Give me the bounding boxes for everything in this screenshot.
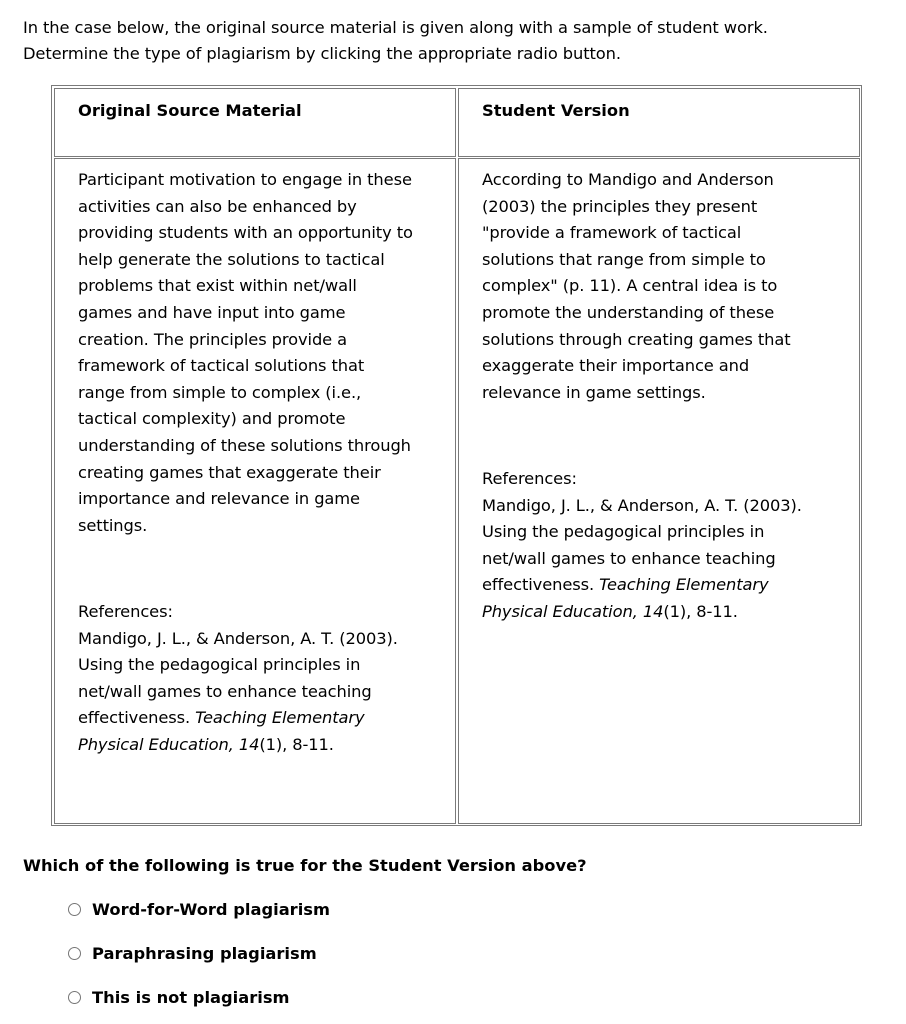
original-text-cell bbox=[54, 158, 456, 824]
student-references bbox=[482, 466, 854, 626]
radio-button[interactable] bbox=[68, 947, 81, 960]
comparison-table bbox=[51, 85, 862, 826]
instructions-line-1: In the case below, the original source material is given along with a sample of student work. bbox=[23, 18, 768, 37]
option-label[interactable]: This is not plagiarism bbox=[92, 987, 290, 1007]
reference-line: net/wall games to enhance teaching bbox=[78, 681, 372, 701]
journal-title: Physical Education, 14 bbox=[78, 734, 260, 754]
original-line: activities can also be enhanced by bbox=[78, 196, 357, 216]
option-word-for-word[interactable] bbox=[68, 897, 330, 921]
student-line: (2003) the principles they present bbox=[482, 196, 758, 216]
journal-title: Teaching Elementary bbox=[599, 575, 769, 595]
student-line: promote the understanding of these bbox=[482, 302, 775, 322]
reference-line bbox=[78, 705, 450, 732]
original-line: tactical complexity) and promote bbox=[78, 409, 346, 429]
option-label[interactable]: Word-for-Word plagiarism bbox=[92, 899, 330, 919]
student-line: complex" (p. 11). A central idea is to bbox=[482, 276, 778, 296]
original-header-cell bbox=[54, 88, 456, 157]
question-text: Which of the following is true for the Student Version above? bbox=[23, 856, 587, 875]
reference-line: Using the pedagogical principles in bbox=[482, 522, 765, 542]
option-paraphrasing[interactable] bbox=[68, 941, 317, 965]
student-line: exaggerate their importance and bbox=[482, 356, 750, 376]
original-line: games and have input into game bbox=[78, 302, 346, 322]
radio-button[interactable] bbox=[68, 903, 81, 916]
reference-line: Using the pedagogical principles in bbox=[78, 655, 361, 675]
option-label[interactable]: Paraphrasing plagiarism bbox=[92, 943, 317, 963]
option-not-plagiarism[interactable] bbox=[68, 985, 290, 1009]
original-line: importance and relevance in game bbox=[78, 489, 360, 509]
student-line: "provide a framework of tactical bbox=[482, 223, 742, 243]
radio-button[interactable] bbox=[68, 991, 81, 1004]
student-text-cell bbox=[458, 158, 860, 824]
student-line: According to Mandigo and Anderson bbox=[482, 170, 774, 189]
reference-line: Mandigo, J. L., & Anderson, A. T. (2003). bbox=[78, 628, 398, 648]
original-line: understanding of these solutions through bbox=[78, 435, 411, 455]
instructions-line-2: Determine the type of plagiarism by clicking the appropriate radio button. bbox=[23, 44, 621, 63]
reference-text: effectiveness. bbox=[482, 575, 600, 595]
original-line: help generate the solutions to tactical bbox=[78, 249, 385, 269]
original-line: settings. bbox=[78, 515, 148, 535]
original-header: Original Source Material bbox=[78, 101, 302, 120]
original-line: creation. The principles provide a bbox=[78, 329, 348, 349]
reference-text: effectiveness. bbox=[78, 708, 196, 728]
reference-line bbox=[78, 732, 450, 759]
original-paragraph bbox=[78, 167, 450, 539]
reference-text: (1), 8-11. bbox=[663, 601, 738, 621]
references-label: References: bbox=[482, 469, 577, 488]
student-header: Student Version bbox=[482, 101, 630, 120]
reference-line: Mandigo, J. L., & Anderson, A. T. (2003). bbox=[482, 495, 802, 515]
instructions bbox=[23, 15, 883, 67]
original-line: problems that exist within net/wall bbox=[78, 276, 357, 296]
student-line: relevance in game settings. bbox=[482, 382, 706, 402]
student-line: solutions through creating games that bbox=[482, 329, 791, 349]
student-paragraph bbox=[482, 167, 854, 406]
journal-title: Physical Education, 14 bbox=[482, 601, 664, 621]
original-references bbox=[78, 599, 450, 759]
original-line: framework of tactical solutions that bbox=[78, 356, 365, 376]
original-line: range from simple to complex (i.e., bbox=[78, 382, 362, 402]
original-line: Participant motivation to engage in these bbox=[78, 170, 412, 189]
original-line: providing students with an opportunity to bbox=[78, 223, 413, 243]
reference-line: net/wall games to enhance teaching bbox=[482, 548, 776, 568]
student-header-cell bbox=[458, 88, 860, 157]
student-line: solutions that range from simple to bbox=[482, 249, 766, 269]
journal-title: Teaching Elementary bbox=[195, 708, 365, 728]
reference-text: (1), 8-11. bbox=[259, 734, 334, 754]
reference-line bbox=[482, 572, 854, 599]
reference-line bbox=[482, 599, 854, 626]
references-label: References: bbox=[78, 602, 173, 621]
original-line: creating games that exaggerate their bbox=[78, 462, 381, 482]
